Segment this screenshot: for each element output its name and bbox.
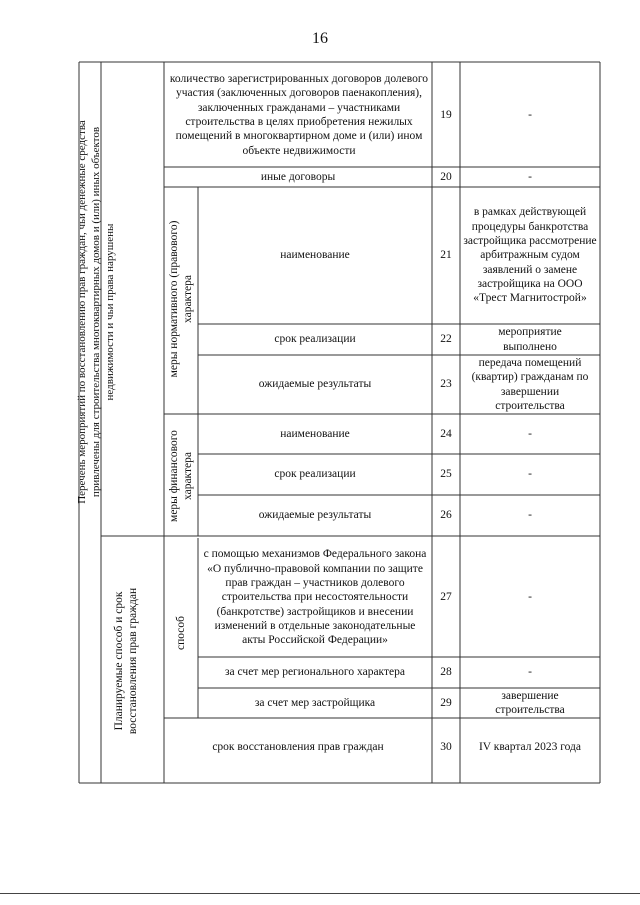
- row-27-number: 27: [440, 591, 452, 604]
- section-header-measures-list: Перечень мероприятий по восстановлению прав граждан, чьи денежные средства привлечены для строительства многоквартирных домов и (или) иных объектов недвижимости и чьи права нарушены: [76, 120, 116, 504]
- row-22-label: срок реализации: [274, 333, 356, 346]
- row-27-value: -: [528, 591, 532, 604]
- row-23-value: передача помещений (квартир) гражданам по завершении строительства: [471, 356, 589, 412]
- subheader-normative-measures: меры нормативного (правового) характера: [167, 220, 194, 378]
- page-bottom-rule: [0, 893, 640, 894]
- row-22-number: 22: [440, 333, 452, 346]
- subheader-financial-measures: меры финансового характера: [167, 430, 194, 522]
- row-19-number: 19: [440, 108, 452, 121]
- page-number: 16: [312, 30, 328, 47]
- row-21-number: 21: [440, 249, 452, 262]
- row-21-value: в рамках действующей процедуры банкротства застройщика рассмотрение арбитражным судом заявлений о замене застройщика на ООО «Трест Магнитострой»: [463, 206, 597, 305]
- row-26-label: ожидаемые результаты: [258, 509, 372, 522]
- row-25-label: срок реализации: [274, 468, 356, 481]
- row-20-label: иные договоры: [260, 170, 336, 183]
- row-20-value: -: [528, 170, 532, 183]
- row-30-label: срок восстановления прав граждан: [212, 740, 384, 753]
- row-22-value: мероприятие выполнено: [498, 326, 562, 353]
- row-20-number: 20: [440, 170, 452, 183]
- row-27-label: с помощью механизмов Федерального закона «О публично-правовой компании по защите прав граждан – участников долевого строительства при несостоятельности (банкротстве) застройщиков и внесении изменений в отдельные законодательные акты Российской Федерации»: [203, 548, 427, 647]
- row-28-value: -: [528, 666, 532, 679]
- row-19-label: количество зарегистрированных договоров долевого участия (заключенных договоров паенакопления), заключенных гражданами – участниками строительства в целях приобретения нежилых помещений в многоквартирном доме и (или) ином объекте недвижимости: [169, 72, 429, 157]
- section-header-planned-method: Планируемые способ и срок восстановления прав граждан: [112, 587, 139, 735]
- row-19-value: -: [528, 108, 532, 121]
- row-29-number: 29: [440, 696, 452, 709]
- row-25-value: -: [528, 468, 532, 481]
- row-23-number: 23: [440, 378, 452, 391]
- row-23-label: ожидаемые результаты: [258, 378, 372, 391]
- row-26-value: -: [528, 509, 532, 522]
- row-29-value: завершение строительства: [495, 689, 565, 716]
- row-24-label: наименование: [280, 427, 350, 440]
- row-26-number: 26: [440, 509, 452, 522]
- row-28-number: 28: [440, 666, 452, 679]
- row-29-label: за счет мер застройщика: [254, 696, 376, 709]
- row-25-number: 25: [440, 468, 452, 481]
- row-28-label: за счет мер регионального характера: [225, 666, 405, 679]
- subheader-method: способ: [174, 616, 187, 651]
- row-30-value: IV квартал 2023 года: [478, 740, 582, 753]
- row-24-number: 24: [440, 427, 452, 440]
- row-30-number: 30: [440, 740, 452, 753]
- row-24-value: -: [528, 427, 532, 440]
- row-21-label: наименование: [280, 249, 350, 262]
